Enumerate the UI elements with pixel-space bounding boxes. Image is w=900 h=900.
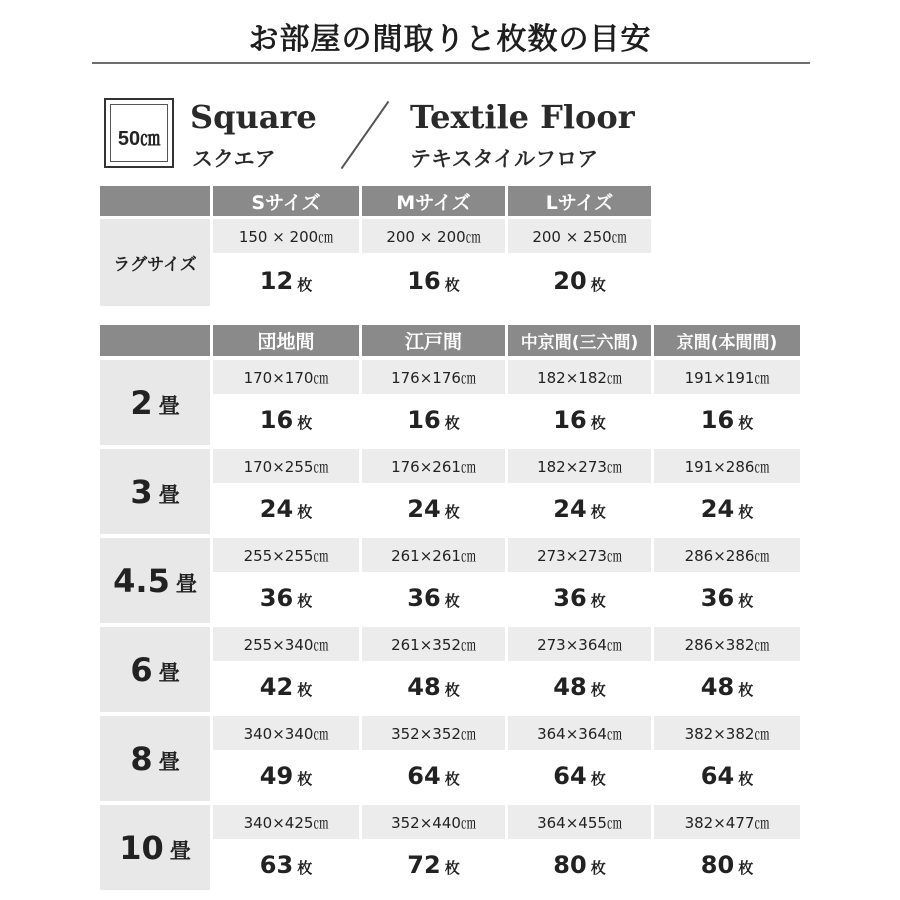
room-count-value: 64 bbox=[700, 761, 735, 790]
room-count-unit: 枚 bbox=[444, 859, 460, 877]
room-count-4.5-4 bbox=[654, 572, 800, 623]
room-header-4: 京間(本間間) bbox=[654, 325, 800, 356]
room-count-6-4 bbox=[654, 661, 800, 712]
room-count-unit: 枚 bbox=[297, 770, 313, 788]
room-count-unit: 枚 bbox=[738, 681, 754, 699]
room-count-value: 42 bbox=[259, 672, 294, 701]
room-count-value: 36 bbox=[700, 583, 735, 612]
room-size-10-3: 364×455㎝ bbox=[508, 805, 651, 839]
tile-size-icon bbox=[104, 98, 174, 168]
room-count-value: 16 bbox=[553, 405, 587, 434]
room-count-unit: 枚 bbox=[738, 859, 754, 877]
room-count-4.5-2 bbox=[362, 572, 505, 623]
rug-count-value: 20 bbox=[553, 267, 587, 295]
room-count-unit: 枚 bbox=[590, 859, 606, 877]
room-size-3-1: 170×255㎝ bbox=[213, 449, 359, 483]
room-header-corner bbox=[100, 325, 210, 356]
rug-header-2: Mサイズ bbox=[362, 186, 505, 216]
room-count-value: 48 bbox=[407, 672, 441, 701]
room-size-10-1: 340×425㎝ bbox=[213, 805, 359, 839]
tatami-label-3 bbox=[100, 449, 210, 534]
room-count-10-2 bbox=[362, 839, 505, 890]
room-size-4.5-4: 286×286㎝ bbox=[654, 538, 800, 572]
room-count-value: 80 bbox=[700, 850, 735, 879]
tatami-value: 10 bbox=[119, 828, 164, 867]
tatami-value: 3 bbox=[130, 472, 153, 511]
rug-row-label: ラグサイズ bbox=[100, 219, 210, 306]
room-size-4.5-3: 273×273㎝ bbox=[508, 538, 651, 572]
tatami-unit: 畳 bbox=[175, 571, 197, 596]
room-count-2-4 bbox=[654, 394, 800, 445]
room-count-unit: 枚 bbox=[590, 592, 606, 610]
tatami-value: 2 bbox=[130, 383, 153, 422]
rug-size-1: 150 × 200㎝ bbox=[213, 219, 359, 253]
tatami-label-6 bbox=[100, 627, 210, 712]
room-size-10-4: 382×477㎝ bbox=[654, 805, 800, 839]
rug-size-3: 200 × 250㎝ bbox=[508, 219, 651, 253]
tatami-label-4.5 bbox=[100, 538, 210, 623]
room-count-8-3 bbox=[508, 750, 651, 801]
room-size-10-2: 352×440㎝ bbox=[362, 805, 505, 839]
room-count-unit: 枚 bbox=[444, 503, 460, 521]
room-count-10-4 bbox=[654, 839, 800, 890]
room-size-3-2: 176×261㎝ bbox=[362, 449, 505, 483]
room-header-2: 江戸間 bbox=[362, 325, 505, 356]
room-count-value: 48 bbox=[553, 672, 587, 701]
room-count-value: 48 bbox=[700, 672, 735, 701]
rug-count-unit: 枚 bbox=[444, 275, 460, 294]
rug-header-3: Lサイズ bbox=[508, 186, 651, 216]
tatami-unit: 畳 bbox=[158, 749, 180, 774]
room-size-6-1: 255×340㎝ bbox=[213, 627, 359, 661]
room-count-value: 24 bbox=[700, 494, 735, 523]
room-size-6-4: 286×382㎝ bbox=[654, 627, 800, 661]
rug-count-value: 16 bbox=[407, 267, 441, 295]
room-count-value: 49 bbox=[259, 761, 294, 790]
room-count-unit: 枚 bbox=[444, 681, 460, 699]
room-count-2-1 bbox=[213, 394, 359, 445]
room-count-unit: 枚 bbox=[297, 681, 313, 699]
rug-count-1 bbox=[213, 256, 359, 306]
product-name-en-square: Square bbox=[190, 98, 317, 136]
room-count-unit: 枚 bbox=[738, 503, 754, 521]
rug-count-unit: 枚 bbox=[590, 275, 606, 294]
room-count-unit: 枚 bbox=[297, 592, 313, 610]
rug-count-value: 12 bbox=[259, 267, 294, 295]
room-count-unit: 枚 bbox=[297, 503, 313, 521]
rug-count-3 bbox=[508, 256, 651, 306]
room-count-6-3 bbox=[508, 661, 651, 712]
room-count-3-2 bbox=[362, 483, 505, 534]
tatami-value: 6 bbox=[130, 650, 153, 689]
room-count-6-1 bbox=[213, 661, 359, 712]
room-count-value: 64 bbox=[553, 761, 587, 790]
room-count-value: 24 bbox=[553, 494, 587, 523]
room-size-2-3: 182×182㎝ bbox=[508, 360, 651, 394]
room-size-3-3: 182×273㎝ bbox=[508, 449, 651, 483]
room-size-8-3: 364×364㎝ bbox=[508, 716, 651, 750]
room-count-value: 72 bbox=[407, 850, 441, 879]
room-count-10-1 bbox=[213, 839, 359, 890]
room-size-4.5-2: 261×261㎝ bbox=[362, 538, 505, 572]
room-header-3: 中京間(三六間) bbox=[508, 325, 651, 356]
room-count-3-4 bbox=[654, 483, 800, 534]
title-divider bbox=[92, 62, 810, 64]
room-count-value: 16 bbox=[700, 405, 735, 434]
room-count-value: 36 bbox=[553, 583, 587, 612]
room-count-8-2 bbox=[362, 750, 505, 801]
tatami-value: 8 bbox=[130, 739, 153, 778]
tatami-unit: 畳 bbox=[158, 393, 180, 418]
room-count-6-2 bbox=[362, 661, 505, 712]
tatami-label-8 bbox=[100, 716, 210, 801]
room-size-8-1: 340×340㎝ bbox=[213, 716, 359, 750]
room-count-3-1 bbox=[213, 483, 359, 534]
product-name-en-textile-floor: Textile Floor bbox=[410, 98, 635, 136]
room-count-value: 24 bbox=[259, 494, 294, 523]
product-name-jp-square: スクエア bbox=[192, 147, 276, 171]
room-count-value: 16 bbox=[407, 405, 441, 434]
room-count-value: 24 bbox=[407, 494, 441, 523]
tatami-value: 4.5 bbox=[113, 561, 170, 600]
room-count-unit: 枚 bbox=[590, 770, 606, 788]
room-count-2-2 bbox=[362, 394, 505, 445]
rug-count-unit: 枚 bbox=[297, 275, 313, 294]
tatami-unit: 畳 bbox=[158, 482, 180, 507]
room-size-8-4: 382×382㎝ bbox=[654, 716, 800, 750]
room-count-value: 80 bbox=[553, 850, 587, 879]
room-count-4.5-3 bbox=[508, 572, 651, 623]
room-size-2-1: 170×170㎝ bbox=[213, 360, 359, 394]
room-count-unit: 枚 bbox=[297, 414, 313, 432]
room-count-unit: 枚 bbox=[444, 414, 460, 432]
room-count-unit: 枚 bbox=[590, 503, 606, 521]
room-size-6-3: 273×364㎝ bbox=[508, 627, 651, 661]
room-count-value: 16 bbox=[259, 405, 294, 434]
tatami-unit: 畳 bbox=[158, 660, 180, 685]
room-size-8-2: 352×352㎝ bbox=[362, 716, 505, 750]
room-count-unit: 枚 bbox=[738, 592, 754, 610]
tatami-label-2 bbox=[100, 360, 210, 445]
room-count-unit: 枚 bbox=[738, 414, 754, 432]
brand-slash-divider bbox=[341, 101, 390, 169]
room-size-4.5-1: 255×255㎝ bbox=[213, 538, 359, 572]
room-size-2-4: 191×191㎝ bbox=[654, 360, 800, 394]
room-count-value: 36 bbox=[407, 583, 441, 612]
room-size-2-2: 176×176㎝ bbox=[362, 360, 505, 394]
room-count-unit: 枚 bbox=[297, 859, 313, 877]
room-count-8-4 bbox=[654, 750, 800, 801]
room-size-3-4: 191×286㎝ bbox=[654, 449, 800, 483]
tile-size-label: 50㎝ bbox=[117, 128, 161, 150]
room-count-unit: 枚 bbox=[590, 414, 606, 432]
room-count-unit: 枚 bbox=[590, 681, 606, 699]
room-size-6-2: 261×352㎝ bbox=[362, 627, 505, 661]
room-header-1: 団地間 bbox=[213, 325, 359, 356]
room-count-value: 64 bbox=[407, 761, 441, 790]
room-count-10-3 bbox=[508, 839, 651, 890]
room-count-4.5-1 bbox=[213, 572, 359, 623]
tatami-label-10 bbox=[100, 805, 210, 890]
room-count-value: 63 bbox=[259, 850, 294, 879]
room-count-8-1 bbox=[213, 750, 359, 801]
tatami-unit: 畳 bbox=[169, 838, 191, 863]
room-count-unit: 枚 bbox=[444, 770, 460, 788]
room-count-value: 36 bbox=[259, 583, 294, 612]
room-count-2-3 bbox=[508, 394, 651, 445]
page-title: お部屋の間取りと枚数の目安 bbox=[248, 22, 652, 57]
product-name-jp-textile-floor: テキスタイルフロア bbox=[410, 147, 599, 171]
rug-header-corner bbox=[100, 186, 210, 216]
rug-size-2: 200 × 200㎝ bbox=[362, 219, 505, 253]
rug-count-2 bbox=[362, 256, 505, 306]
room-count-unit: 枚 bbox=[444, 592, 460, 610]
room-count-3-3 bbox=[508, 483, 651, 534]
rug-header-1: Sサイズ bbox=[213, 186, 359, 216]
room-count-unit: 枚 bbox=[738, 770, 754, 788]
